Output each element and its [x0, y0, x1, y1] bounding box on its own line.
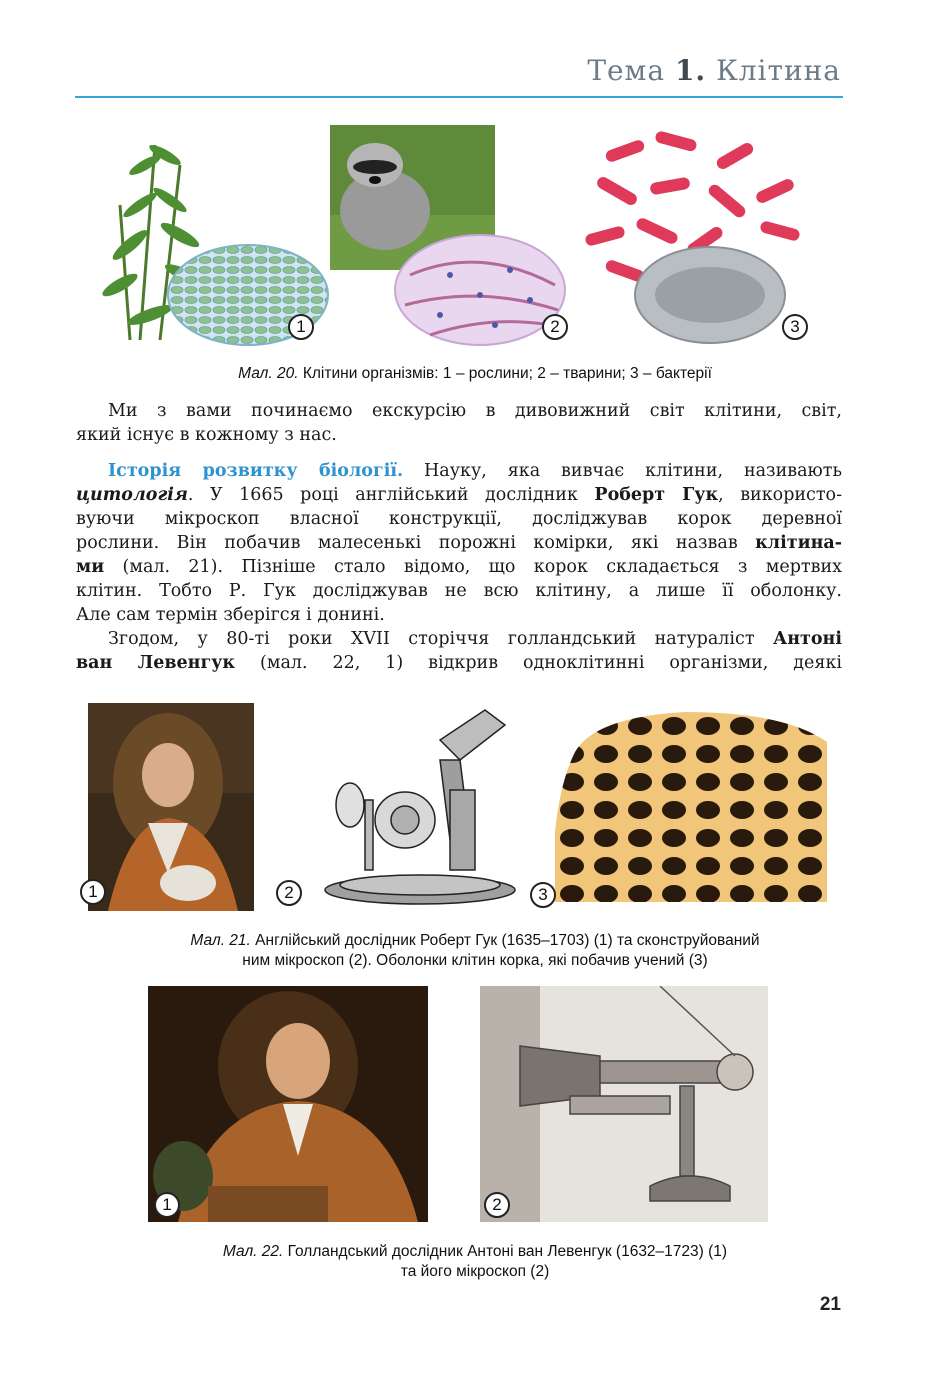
theme-name: Клітина [716, 54, 841, 87]
figure-22-badge-1: 1 [154, 1192, 180, 1218]
paragraph-history-line-5 [76, 555, 842, 579]
history-l2-b: , використо- [718, 485, 842, 505]
history-l5-rest: (мал. 21). Пізніше стало відомо, що корок складається з мертвих [104, 557, 842, 577]
name-antoni: Антоні [772, 629, 842, 649]
figure-21-hooke-portrait [88, 703, 254, 911]
figure-22-caption-line-2: та його мікроскоп (2) [400, 1263, 550, 1280]
paragraph-history-line-2 [76, 483, 842, 507]
figure-21-caption [80, 931, 870, 971]
paragraph-history-line-3: вуючи мікроскоп власної конструкції, досліджував корок деревної [76, 509, 842, 529]
paragraph-leeuwenhoek [76, 627, 842, 675]
figure-20-caption-label: Мал. 20. [238, 365, 299, 382]
figure-20-badge-2: 2 [542, 314, 568, 340]
figure-22-caption-text-1: Голландський дослідник Антоні ван Левенгук (1632–1723) (1) [287, 1243, 728, 1260]
leeuwenhoek-l1-a: Згодом, у 80-ті роки XVII сторіччя голландський натураліст [108, 629, 773, 649]
history-l1-rest: Науку, яка вивчає клітини, називають [403, 461, 842, 481]
figure-21-badge-3: 3 [530, 882, 556, 908]
paragraph-history [76, 459, 842, 627]
paragraph-history-line-4 [76, 531, 842, 555]
paragraph-history-line-7: Але сам термін зберігся і донині. [76, 605, 385, 625]
history-l4-a: рослини. Він побачив малесенькі порожні комірки, які назвав [76, 533, 756, 553]
theme-title [587, 54, 841, 87]
figure-21-caption-line-1 [80, 931, 870, 951]
theme-number: 1. [674, 54, 707, 87]
paragraph-history-line-1 [76, 459, 842, 483]
figure-21-hooke-microscope [310, 690, 520, 912]
section-heading: Історія розвитку біології. [108, 461, 404, 481]
name-van-leeuwenhoek: ван Левенгук [76, 653, 236, 673]
page-header [75, 52, 843, 98]
theme-label: Тема [587, 54, 666, 87]
figure-22-leeuwenhoek-microscope [480, 986, 768, 1222]
figure-21-badge-2: 2 [276, 880, 302, 906]
paragraph-leeuwenhoek-line-2 [76, 651, 842, 675]
figure-22-leeuwenhoek-portrait [148, 986, 428, 1222]
figure-20-bacteria-image [575, 125, 815, 350]
figure-22-caption [80, 1242, 870, 1282]
term-cytology: цитологія [76, 485, 188, 505]
figure-21-caption-label: Мал. 21. [190, 932, 251, 949]
leeuwenhoek-l2-rest: (мал. 22, 1) відкрив одноклітинні організми, деякі [235, 653, 842, 673]
figure-22-badge-2: 2 [484, 1192, 510, 1218]
figure-20-animal-image [330, 125, 578, 350]
figure-20-caption [80, 364, 870, 384]
paragraph-history-line-6: клітин. Тобто Р. Гук досліджував не всю клітину, а лише її оболонку. [76, 581, 842, 601]
term-cells-1: клітина- [755, 533, 842, 553]
figure-20-badge-3: 3 [782, 314, 808, 340]
name-robert-hooke: Роберт Гук [594, 485, 719, 505]
figure-20-caption-text: Клітини організмів: 1 – рослини; 2 – тварини; 3 – бактерії [302, 365, 712, 382]
history-l2-a: . У 1665 році англійський дослідник [187, 485, 595, 505]
paragraph-leeuwenhoek-line-1 [76, 627, 842, 651]
paragraph-intro-line-1: Ми з вами починаємо екскурсію в дивовижний світ клітини, світ, [108, 401, 842, 421]
page-number: 21 [819, 1294, 841, 1315]
paragraph-intro [76, 399, 842, 447]
figure-21-cork-cells [555, 712, 827, 902]
paragraph-intro-line-2: який існує в кожному з нас. [76, 425, 337, 445]
figure-21-caption-line-2: ним мікроскоп (2). Оболонки клітин корка, які побачив учений (3) [242, 952, 708, 969]
figure-21-caption-text-1: Англійський дослідник Роберт Гук (1635–1703) (1) та сконструйований [255, 932, 760, 949]
figure-20-badge-1: 1 [288, 314, 314, 340]
figure-22-caption-label: Мал. 22. [222, 1243, 284, 1260]
figure-21-badge-1: 1 [80, 879, 106, 905]
figure-22-caption-line-1 [80, 1242, 870, 1262]
term-cells-2: ми [76, 557, 105, 577]
